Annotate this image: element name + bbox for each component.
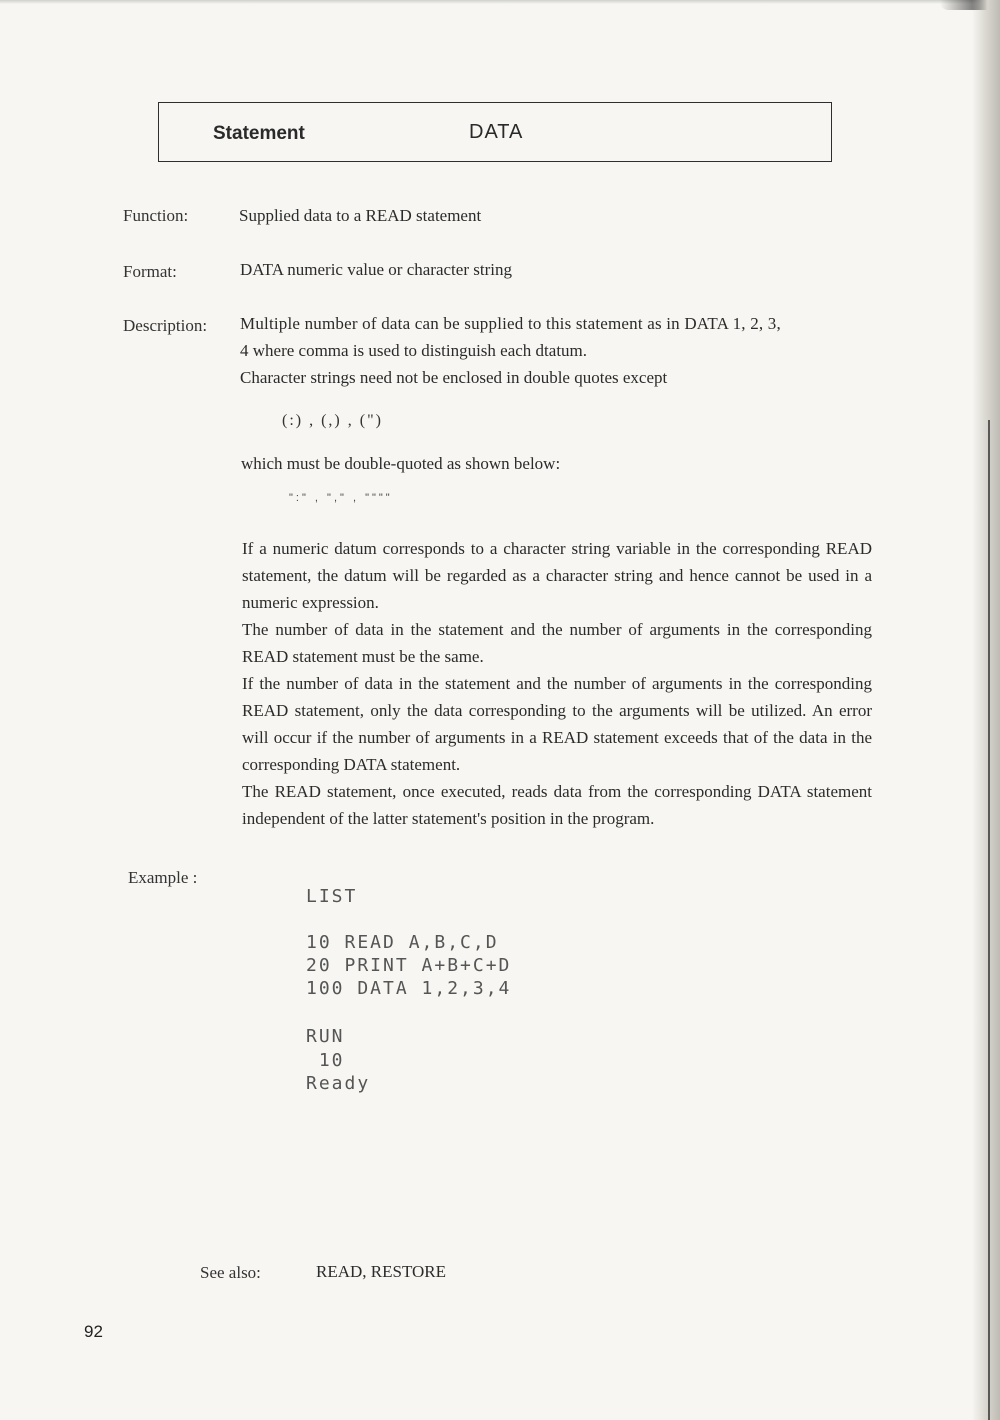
- code-line: LIST: [306, 886, 358, 907]
- see-also-text: READ, RESTORE: [316, 1262, 447, 1281]
- code-line: 100 DATA 1,2,3,4: [306, 978, 512, 999]
- code-line: 10 READ A,B,C,D: [306, 932, 499, 953]
- code-line: RUN: [306, 1026, 345, 1047]
- header-statement-name: DATA: [469, 121, 524, 143]
- format-text: DATA numeric value or character string: [240, 260, 512, 279]
- statement-header-box: [158, 102, 832, 162]
- function-text: Supplied data to a READ statement: [239, 206, 482, 225]
- header-statement-label: Statement: [213, 123, 305, 144]
- function-label: Function:: [123, 206, 189, 225]
- code-line: 10: [306, 1050, 345, 1071]
- description-line-1: Multiple number of data can be supplied to this statement as in DATA 1, 2, 3,: [240, 314, 781, 333]
- special-characters: (:) , (,) , ("): [282, 412, 383, 429]
- example-label: Example :: [128, 868, 198, 887]
- page-binding-edge: [972, 0, 1000, 1420]
- description-line-3: Character strings need not be enclosed in double quotes except: [240, 368, 668, 387]
- description-paragraph-1: If a numeric datum corresponds to a character string variable in the corresponding READ statement, the datum will be regarded as a character string and hence cannot be used in a numeric expression.: [242, 539, 872, 612]
- page-number: 92: [84, 1322, 103, 1341]
- binding-line: [988, 420, 990, 1420]
- description-label: Description:: [123, 316, 208, 335]
- description-paragraph-3: If the number of data in the statement and the number of arguments in the corresponding READ statement, only the data corresponding to the arguments will be utilized. An error will occur if the number of arguments in a READ statement exceeds that of the data in the corresponding DATA statement.: [242, 674, 872, 774]
- quoted-characters: ":" , "," , """": [289, 492, 393, 504]
- description-line-4: which must be double-quoted as shown below:: [241, 454, 561, 473]
- description-line-2: 4 where comma is used to distinguish each dtatum.: [240, 341, 588, 360]
- format-label: Format:: [123, 262, 177, 281]
- description-paragraph-4: The READ statement, once executed, reads data from the corresponding DATA statement independent of the latter statement's position in the program.: [242, 782, 872, 828]
- see-also-label: See also:: [200, 1263, 261, 1282]
- code-line: 20 PRINT A+B+C+D: [306, 955, 512, 976]
- code-line: Ready: [306, 1073, 371, 1094]
- description-paragraph-2: The number of data in the statement and the number of arguments in the corresponding READ statement must be the same.: [242, 620, 872, 666]
- top-edge-shadow: [0, 0, 1000, 4]
